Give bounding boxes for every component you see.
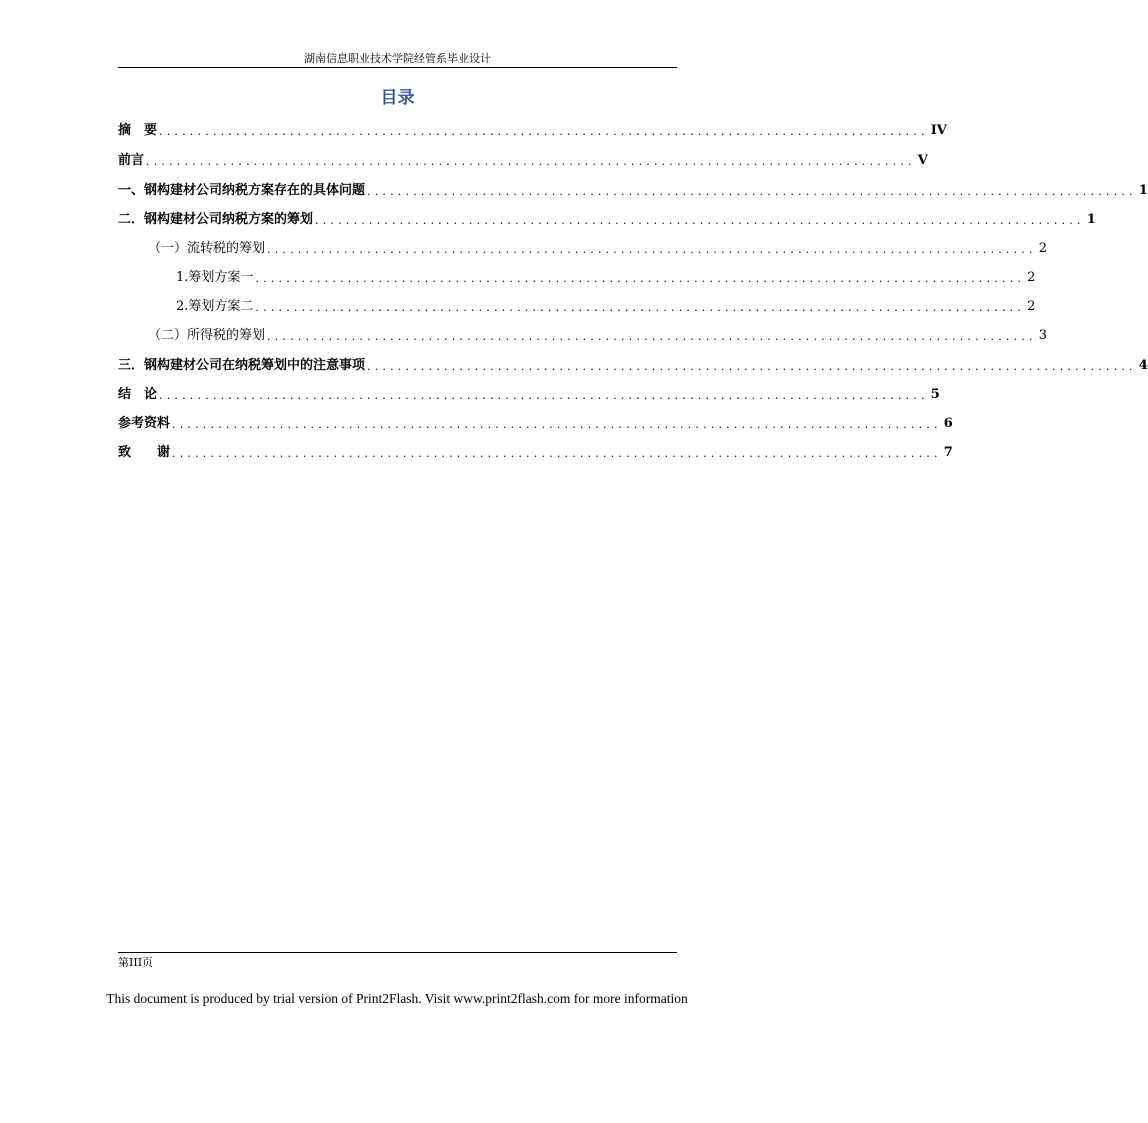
toc-entry-acknowledgements[interactable] — [118, 444, 953, 462]
toc-entry-section-2-2[interactable] — [148, 327, 1047, 345]
toc-entry-section-3[interactable] — [118, 357, 1148, 375]
toc-entry-label: 2.筹划方案二 — [176, 299, 254, 314]
toc-dot-leader: .................................................................................................... — [255, 301, 1026, 314]
toc-entry-page: 7 — [943, 445, 953, 460]
toc-entry-label: （二）所得税的筹划 — [148, 328, 266, 343]
toc-entry-plan-2[interactable] — [176, 298, 1036, 316]
page-number: 第III页 — [118, 956, 154, 969]
toc-dot-leader: .................................................................................................... — [159, 389, 929, 402]
toc-entry-section-2-1[interactable] — [148, 240, 1047, 258]
toc-dot-leader: .................................................................................................... — [159, 125, 929, 138]
toc-entry-page: 5 — [930, 387, 940, 402]
toc-dot-leader: .................................................................................................... — [315, 214, 1085, 227]
watermark-notice: This document is produced by trial version of Print2Flash. Visit www.print2flash.com for more information — [106, 991, 688, 1006]
toc-title: 目录 — [380, 88, 415, 108]
toc-entry-references[interactable] — [118, 415, 953, 433]
toc-dot-leader: .................................................................................................... — [172, 418, 942, 431]
toc-entry-page: IV — [930, 123, 947, 138]
toc-entry-plan-1[interactable] — [176, 269, 1036, 287]
toc-entry-label: 1.筹划方案一 — [176, 270, 254, 285]
toc-entry-page: 2 — [1027, 270, 1036, 285]
toc-entry-page: 4 — [1138, 358, 1148, 373]
toc-entry-label: 致 谢 — [118, 445, 171, 460]
toc-entry-label: （一）流转税的筹划 — [148, 241, 266, 256]
footer-divider — [118, 952, 677, 953]
toc-entry-page: 3 — [1038, 328, 1047, 343]
toc-dot-leader: .................................................................................................... — [367, 185, 1137, 198]
toc-entry-page: 2 — [1038, 241, 1047, 256]
toc-dot-leader: .................................................................................................... — [172, 447, 942, 460]
toc-entry-page: 2 — [1027, 299, 1036, 314]
toc-entry-label: 前言 — [118, 153, 145, 168]
toc-entry-page: 1 — [1138, 183, 1148, 198]
toc-entry-label: 一、钢构建材公司纳税方案存在的具体问题 — [118, 183, 366, 198]
toc-entry-section-1[interactable] — [118, 182, 1148, 200]
toc-entry-abstract[interactable] — [118, 122, 947, 140]
toc-entry-section-2[interactable] — [118, 211, 1096, 229]
toc-dot-leader: .................................................................................................... — [267, 243, 1037, 256]
toc-entry-page: 6 — [943, 416, 953, 431]
toc-entry-conclusion[interactable] — [118, 386, 940, 404]
toc-entry-page: V — [917, 153, 928, 168]
toc-dot-leader: .................................................................................................... — [267, 330, 1037, 343]
toc-entry-label: 结 论 — [118, 387, 158, 402]
toc-entry-label: 摘 要 — [118, 123, 158, 138]
page-header: 湖南信息职业技术学院经管系毕业设计 — [304, 52, 491, 65]
toc-entry-label: 三．钢构建材公司在纳税筹划中的注意事项 — [118, 358, 366, 373]
toc-entry-label: 二．钢构建材公司纳税方案的筹划 — [118, 212, 314, 227]
toc-dot-leader: .................................................................................................... — [367, 360, 1137, 373]
toc-dot-leader: .................................................................................................... — [255, 272, 1026, 285]
header-divider — [118, 67, 677, 68]
toc-entry-page: 1 — [1086, 212, 1096, 227]
toc-entry-label: 参考资料 — [118, 416, 171, 431]
toc-dot-leader: .................................................................................................... — [146, 155, 916, 168]
toc-entry-preface[interactable] — [118, 152, 928, 170]
